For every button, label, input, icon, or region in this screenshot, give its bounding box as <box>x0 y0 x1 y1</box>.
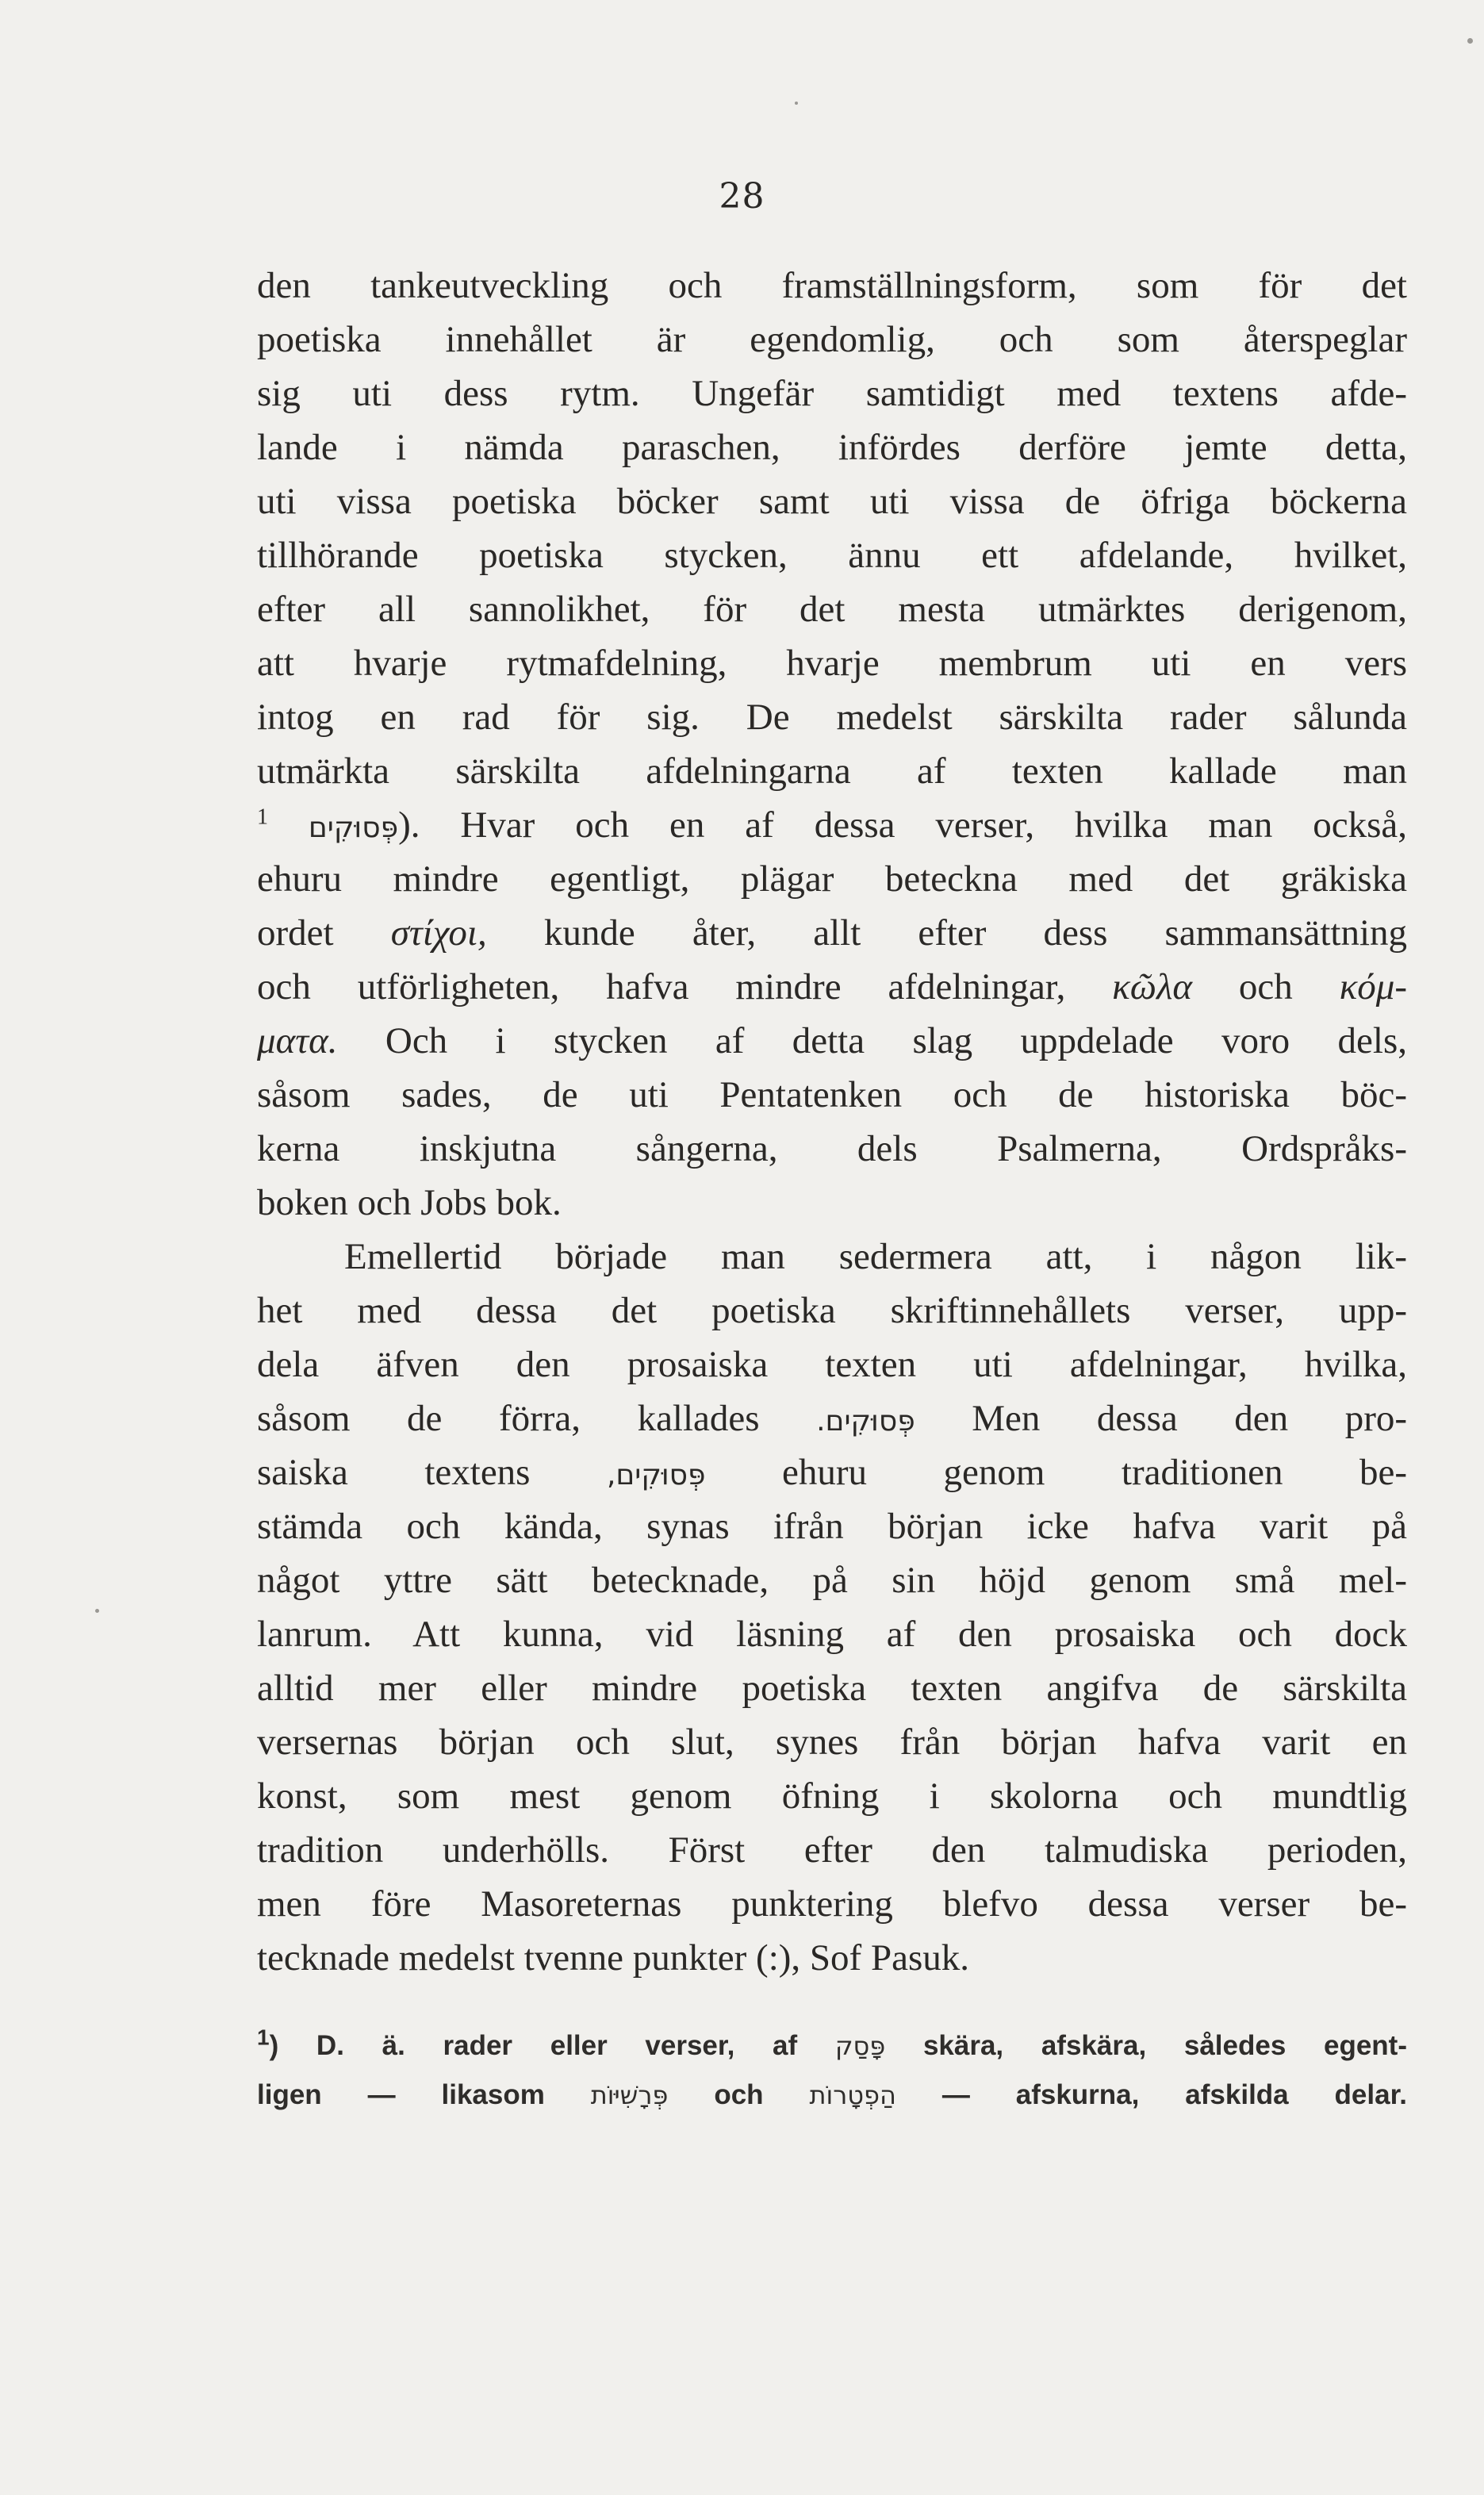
hebrew-word: פְּרָשִׁיּוֹת <box>590 2080 669 2110</box>
text-segment: ligen — likasom <box>257 2079 545 2110</box>
text-line: konst, som mest genom öfning i skolorna och mundtlig <box>257 1775 1407 1817</box>
page-number: 28 <box>719 176 765 217</box>
text-line: ehuru mindre egentligt, plägar beteckna med det gräkiska <box>257 858 1407 900</box>
text-segment: ehuru genom traditionen be- <box>782 1452 1407 1493</box>
text-line: lanrum. Att kunna, vid läsning af den prosaiska och dock <box>257 1614 1407 1655</box>
text-line: poetiska innehållet är egendomlig, och som återspeglar <box>257 319 1407 360</box>
text-line: lande i nämda paraschen, infördes derföre jemte detta, <box>257 427 1407 468</box>
text-segment: ) D. ä. rader eller verser, af <box>269 2030 798 2061</box>
text-line: versernas början och slut, synes från början hafva varit en <box>257 1722 1407 1763</box>
paper-speck <box>1467 38 1473 44</box>
text-segment: ordet <box>257 912 334 954</box>
greek-word: ματα. <box>257 1020 338 1061</box>
text-line: intog en rad för sig. De medelst särskilta rader sålunda <box>257 697 1407 738</box>
text-line: men före Masoreternas punktering blefvo dessa verser be- <box>257 1883 1407 1925</box>
footnote-reference[interactable]: 1 <box>257 804 268 830</box>
greek-word: στίχοι, <box>390 912 487 954</box>
footnote-mark: 1 <box>257 2025 270 2050</box>
text-line: att hvarje rytmafdelning, hvarje membrum uti en vers <box>257 643 1407 684</box>
text-line <box>257 1014 1407 1068</box>
text-segment: och <box>1238 966 1293 1008</box>
text-line: tradition underhölls. Först efter den talmudiska perioden, <box>257 1829 1407 1871</box>
hebrew-word: פְּסוּקִים <box>308 812 399 844</box>
text-segment: och <box>714 2079 764 2110</box>
greek-word: κῶλα <box>1112 966 1193 1008</box>
text-line <box>257 798 1407 852</box>
text-segment: såsom de förra, kallades <box>257 1398 760 1439</box>
text-segment: Men dessa den pro- <box>972 1398 1407 1439</box>
hebrew-word: פָּסַק <box>834 2031 886 2061</box>
text-line: boken och Jobs bok. <box>257 1182 562 1223</box>
text-segment: och utförligheten, hafva mindre afdelningar, <box>257 966 1066 1008</box>
text-segment: kunde åter, allt efter dess sammansättning <box>543 912 1408 954</box>
text-line: stämda och kända, synas ifrån början icke hafva varit på <box>257 1506 1407 1547</box>
hebrew-word: פְּסוּקִים, <box>606 1459 706 1491</box>
text-line: Emellertid började man sedermera att, i någon lik- <box>344 1236 1407 1277</box>
paper-speck <box>95 1609 99 1613</box>
text-line: den tankeutveckling och framställningsform, som för det <box>257 265 1407 306</box>
text-line: sig uti dess rytm. Ungefär samtidigt med textens afde- <box>257 373 1407 414</box>
text-line: uti vissa poetiska böcker samt uti vissa de öfriga böckerna <box>257 481 1407 522</box>
main-text <box>257 259 1407 1985</box>
text-line <box>257 960 1407 1014</box>
text-line: utmärkta särskilta afdelningarna af texten kallade man <box>257 750 1407 792</box>
text-line: såsom sades, de uti Pentatenken och de historiska böc- <box>257 1074 1407 1115</box>
text-line: efter all sannolikhet, för det mesta utmärktes derigenom, <box>257 589 1407 630</box>
text-line <box>257 1445 1407 1499</box>
text-line: något yttre sätt betecknade, på sin höjd genom små mel- <box>257 1560 1407 1601</box>
text-line: alltid mer eller mindre poetiska texten angifva de särskilta <box>257 1668 1407 1709</box>
text-line: tecknade medelst tvenne punkter (:), Sof Pasuk. <box>257 1937 969 1979</box>
text-segment: — afskurna, afskilda delar. <box>941 2079 1407 2110</box>
text-line <box>257 1391 1407 1445</box>
text-segment: skära, afskära, således egent- <box>922 2030 1407 2061</box>
text-segment: Och i stycken af detta slag uppdelade voro dels, <box>385 1020 1407 1061</box>
greek-word: κόμ- <box>1339 966 1408 1008</box>
hebrew-word: פְּסוּקִים. <box>816 1405 915 1438</box>
hebrew-word: הַפְטָרוֹת <box>809 2080 896 2110</box>
footnote-line <box>257 2071 1407 2120</box>
text-line: kerna inskjutna sångerna, dels Psalmerna, Ordspråks- <box>257 1128 1407 1169</box>
text-segment: ). Hvar och en af dessa verser, hvilka man också, <box>398 804 1408 846</box>
text-line: tillhörande poetiska stycken, ännu ett afdelande, hvilket, <box>257 535 1407 576</box>
footnote-line <box>257 2021 1407 2071</box>
text-line: het med dessa det poetiska skriftinnehållets verser, upp- <box>257 1290 1407 1331</box>
text-line: dela äfven den prosaiska texten uti afdelningar, hvilka, <box>257 1344 1407 1385</box>
text-line <box>257 906 1407 960</box>
text-segment: saiska textens <box>257 1452 531 1493</box>
paper-speck <box>795 102 798 105</box>
footnotes <box>257 2021 1407 2120</box>
